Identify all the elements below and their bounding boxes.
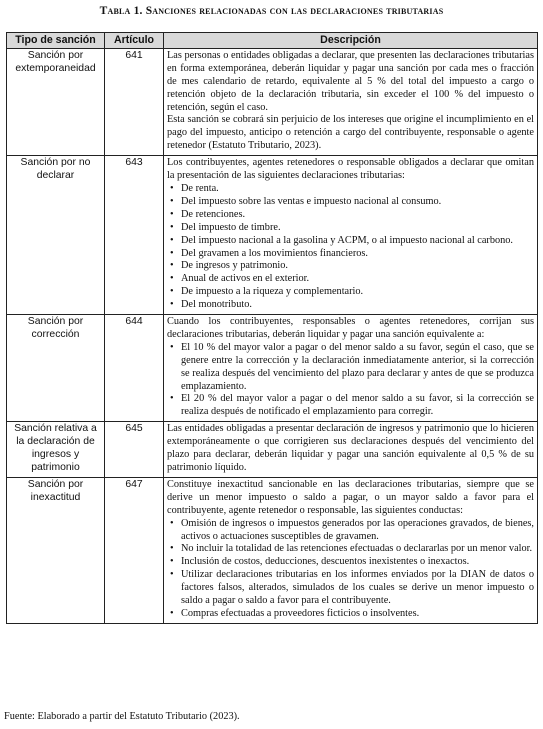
description-cell: [164, 156, 538, 315]
table-row: [7, 422, 538, 478]
description-bullet: • Inclusión de costos, deducciones, descuentos inexistentes o inexactos.: [181, 556, 534, 569]
description-bullet-list: [167, 518, 534, 621]
description-bullet-list: [167, 183, 534, 312]
table-title: Tabla 1. Sanciones relacionadas con las declaraciones tributarias: [99, 5, 444, 17]
description-bullet: • El 20 % del mayor valor a pagar o del menor saldo a su favor, si la corrección se realiza después de notificado el emplazamiento para corregir.: [181, 393, 534, 419]
description-bullet: • Del gravamen a los movimientos financieros.: [181, 248, 534, 261]
article-number: 641: [105, 48, 164, 155]
table-row: [7, 48, 538, 155]
sanctions-table: [6, 32, 538, 624]
description-cell: [164, 48, 538, 155]
header-article: Artículo: [105, 33, 164, 49]
sanction-type: Sanción por corrección: [7, 315, 105, 422]
description-bullet: • De renta.: [181, 183, 534, 196]
header-type: Tipo de sanción: [7, 33, 105, 49]
description-bullet: • Anual de activos en el exterior.: [181, 273, 534, 286]
article-number: 644: [105, 315, 164, 422]
description-paragraph: Cuando los contribuyentes, responsables o agentes retenedores, corrijan sus declaraciones tributarias, deberán liquidar y pagar una sanción equivalente a:: [167, 316, 534, 340]
sanction-type: Sanción relativa a la declaración de ingresos y patrimonio: [7, 422, 105, 478]
description-bullet: • De ingresos y patrimonio.: [181, 260, 534, 273]
sanction-type: Sanción por no declarar: [7, 156, 105, 315]
description-bullet: • Utilizar declaraciones tributarias en los informes enviados por la DIAN de datos o factores falsos, alterados, simulados de los cuales se derive un menor impuesto o saldo a pagar o saldo a favor para el contribuyente.: [181, 569, 534, 608]
source-note: Fuente: Elaborado a partir del Estatuto Tributario (2023).: [4, 711, 240, 722]
table-body: [7, 48, 538, 623]
table-row: [7, 315, 538, 422]
description-paragraph: Las entidades obligadas a presentar declaración de ingresos y patrimonio que lo hicieren extemporáneamente o que corrigieren sus declaraciones después del vencimiento del plazo para declarar, deberán liquidar y pagar una sanción equivalente al 0,5 % de su patrimonio líquido.: [167, 423, 534, 473]
description-paragraph: Constituye inexactitud sancionable en las declaraciones tributarias, siempre que se derive un menor impuesto o saldo a pagar, o un mayor saldo a favor para el contribuyente, agente retenedor o responsable, las siguientes conductas:: [167, 478, 534, 516]
table-row: [7, 156, 538, 315]
description-bullet: • Del monotributo.: [181, 299, 534, 312]
description-bullet: • Omisión de ingresos o impuestos generados por las operaciones gravados, de bienes, activos o actuaciones susceptibles de gravamen.: [181, 518, 534, 544]
sanction-type: Sanción por inexactitud: [7, 477, 105, 623]
description-bullet: • Del impuesto sobre las ventas e impuesto nacional al consumo.: [181, 196, 534, 209]
description-paragraph: Los contribuyentes, agentes retenedores o responsable obligados a declarar que omitan la presentación de las siguientes declaraciones tributarias:: [167, 157, 534, 182]
description-bullet: • De impuesto a la riqueza y complementario.: [181, 286, 534, 299]
description-cell: [164, 422, 538, 478]
table-row: [7, 477, 538, 623]
description-paragraph: Esta sanción se cobrará sin perjuicio de los intereses que origine el incumplimiento en el pago del impuesto, anticipo o retención a cargo del contribuyente, responsable o agente retenedor (Estatuto Tributario, 2023).: [167, 114, 534, 152]
description-cell: [164, 315, 538, 422]
article-number: 647: [105, 477, 164, 623]
description-paragraph: Las personas o entidades obligadas a declarar, que presenten las declaraciones tributarias en forma extemporánea, deberán liquidar y pagar una sanción por cada mes o fracción de mes calendario de retardo, equivalente al 5 % del total del impuesto a cargo o retención objeto de la declaración tributaria, sin exceder el 100 % del impuesto o retención, según el caso.: [167, 49, 534, 113]
sanction-type: Sanción por extemporaneidad: [7, 48, 105, 155]
table-header-row: [7, 33, 538, 49]
description-cell: [164, 477, 538, 623]
description-bullet: • El 10 % del mayor valor a pagar o del menor saldo a su favor, según el caso, que se genere entre la corrección y la declaración inmediatamente anterior, si la corrección se realiza después del vencimiento del plazo para declarar y antes de que se produzca emplazamiento.: [181, 342, 534, 394]
article-number: 643: [105, 156, 164, 315]
description-bullet-list: [167, 342, 534, 419]
description-bullet: • Del impuesto de timbre.: [181, 222, 534, 235]
header-description: Descripción: [164, 33, 538, 49]
description-bullet: • De retenciones.: [181, 209, 534, 222]
description-bullet: • No incluir la totalidad de las retenciones efectuadas o declararlas por un menor valor.: [181, 543, 534, 556]
description-bullet: • Del impuesto nacional a la gasolina y ACPM, o al impuesto nacional al carbono.: [181, 235, 534, 248]
article-number: 645: [105, 422, 164, 478]
description-bullet: • Compras efectuadas a proveedores ficticios o insolventes.: [181, 608, 534, 621]
